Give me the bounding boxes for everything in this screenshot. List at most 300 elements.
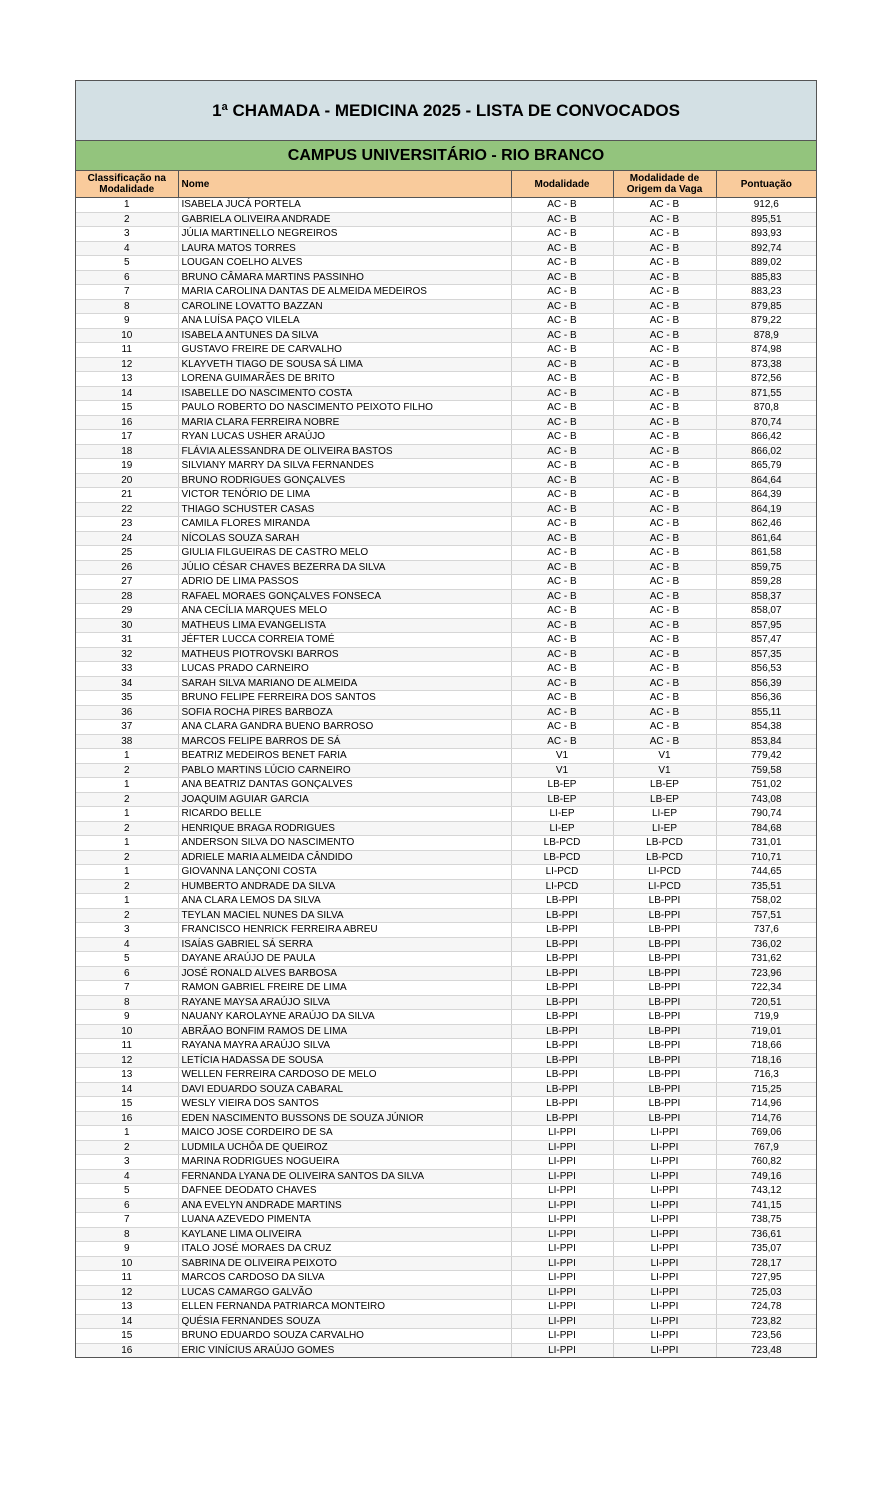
cell-pontuacao: 790,74 (716, 807, 816, 822)
col-header-nome: Nome (178, 171, 511, 198)
cell-pontuacao: 722,34 (716, 981, 816, 996)
table-row (76, 575, 816, 590)
cell-origem: LI-PPI (613, 1314, 716, 1329)
cell-origem: LI-PPI (613, 1184, 716, 1199)
table-row (76, 198, 816, 213)
cell-nome: NÍCOLAS SOUZA SARAH (178, 531, 511, 546)
table-row (76, 865, 816, 880)
cell-pontuacao: 858,07 (716, 604, 816, 619)
cell-classificacao: 8 (76, 995, 178, 1010)
cell-classificacao: 6 (76, 270, 178, 285)
cell-origem: AC - B (613, 386, 716, 401)
table-row (76, 923, 816, 938)
cell-nome: VICTOR TENÓRIO DE LIMA (178, 488, 511, 503)
cell-pontuacao: 912,6 (716, 198, 816, 213)
cell-pontuacao: 874,98 (716, 343, 816, 358)
cell-origem: LB-PPI (613, 966, 716, 981)
cell-classificacao: 4 (76, 937, 178, 952)
cell-pontuacao: 735,07 (716, 1242, 816, 1257)
cell-origem: AC - B (613, 517, 716, 532)
cell-pontuacao: 716,3 (716, 1068, 816, 1083)
cell-classificacao: 7 (76, 285, 178, 300)
cell-pontuacao: 857,35 (716, 647, 816, 662)
cell-modalidade: LI-PPI (511, 1198, 613, 1213)
cell-nome: THIAGO SCHUSTER CASAS (178, 502, 511, 517)
cell-classificacao: 1 (76, 778, 178, 793)
cell-pontuacao: 885,83 (716, 270, 816, 285)
cell-origem: LI-EP (613, 821, 716, 836)
cell-origem: AC - B (613, 459, 716, 474)
cell-pontuacao: 862,46 (716, 517, 816, 532)
cell-modalidade: AC - B (511, 314, 613, 329)
cell-classificacao: 6 (76, 966, 178, 981)
campus-title: CAMPUS UNIVERSITÁRIO - RIO BRANCO (76, 141, 816, 171)
page-title: 1ª CHAMADA - MEDICINA 2025 - LISTA DE CONVOCADOS (76, 81, 816, 141)
cell-origem: LI-PPI (613, 1155, 716, 1170)
cell-origem: AC - B (613, 734, 716, 749)
cell-origem: LI-PPI (613, 1227, 716, 1242)
table-row (76, 676, 816, 691)
cell-classificacao: 12 (76, 1285, 178, 1300)
cell-nome: JÚLIO CÉSAR CHAVES BEZERRA DA SILVA (178, 560, 511, 575)
cell-classificacao: 5 (76, 1184, 178, 1199)
cell-classificacao: 13 (76, 372, 178, 387)
table-row (76, 270, 816, 285)
table-row (76, 212, 816, 227)
table-row (76, 459, 816, 474)
table-row (76, 1213, 816, 1228)
cell-nome: HUMBERTO ANDRADE DA SILVA (178, 879, 511, 894)
cell-pontuacao: 735,51 (716, 879, 816, 894)
table-row (76, 314, 816, 329)
cell-classificacao: 1 (76, 749, 178, 764)
cell-origem: AC - B (613, 328, 716, 343)
cell-modalidade: AC - B (511, 430, 613, 445)
cell-pontuacao: 743,08 (716, 792, 816, 807)
cell-nome: BEATRIZ MEDEIROS BENET FARIA (178, 749, 511, 764)
cell-modalidade: AC - B (511, 241, 613, 256)
cell-modalidade: LB-PPI (511, 1097, 613, 1112)
cell-pontuacao: 757,51 (716, 908, 816, 923)
cell-modalidade: LI-PPI (511, 1126, 613, 1141)
cell-origem: LB-EP (613, 792, 716, 807)
cell-classificacao: 9 (76, 314, 178, 329)
table-row (76, 1285, 816, 1300)
table-row (76, 807, 816, 822)
cell-origem: AC - B (613, 502, 716, 517)
cell-nome: MATHEUS LIMA EVANGELISTA (178, 618, 511, 633)
cell-modalidade: V1 (511, 749, 613, 764)
cell-classificacao: 8 (76, 299, 178, 314)
cell-nome: ISAÍAS GABRIEL SÁ SERRA (178, 937, 511, 952)
cell-pontuacao: 873,38 (716, 357, 816, 372)
cell-modalidade: LB-PPI (511, 894, 613, 909)
cell-origem: LI-PPI (613, 1169, 716, 1184)
cell-modalidade: AC - B (511, 560, 613, 575)
cell-origem: LB-PPI (613, 1111, 716, 1126)
table-row (76, 256, 816, 271)
cell-origem: LB-PPI (613, 1053, 716, 1068)
cell-nome: LUDMILA UCHÔA DE QUEIROZ (178, 1140, 511, 1155)
table-row (76, 937, 816, 952)
table-row (76, 1300, 816, 1315)
cell-classificacao: 5 (76, 952, 178, 967)
cell-pontuacao: 853,84 (716, 734, 816, 749)
cell-classificacao: 14 (76, 1082, 178, 1097)
cell-pontuacao: 879,85 (716, 299, 816, 314)
cell-nome: SILVIANY MARRY DA SILVA FERNANDES (178, 459, 511, 474)
cell-origem: LI-PCD (613, 879, 716, 894)
table-row (76, 531, 816, 546)
cell-modalidade: AC - B (511, 386, 613, 401)
table-row (76, 1343, 816, 1358)
cell-classificacao: 13 (76, 1300, 178, 1315)
cell-origem: AC - B (613, 285, 716, 300)
cell-modalidade: LB-PPI (511, 1111, 613, 1126)
cell-classificacao: 2 (76, 850, 178, 865)
cell-nome: BRUNO FELIPE FERREIRA DOS SANTOS (178, 691, 511, 706)
cell-pontuacao: 864,39 (716, 488, 816, 503)
cell-origem: AC - B (613, 633, 716, 648)
cell-origem: LB-PPI (613, 1068, 716, 1083)
cell-nome: ELLEN FERNANDA PATRIARCA MONTEIRO (178, 1300, 511, 1315)
cell-modalidade: AC - B (511, 502, 613, 517)
cell-classificacao: 17 (76, 430, 178, 445)
table-row (76, 647, 816, 662)
cell-pontuacao: 854,38 (716, 720, 816, 735)
cell-pontuacao: 865,79 (716, 459, 816, 474)
cell-pontuacao: 859,75 (716, 560, 816, 575)
cell-classificacao: 36 (76, 705, 178, 720)
cell-pontuacao: 749,16 (716, 1169, 816, 1184)
cell-pontuacao: 738,75 (716, 1213, 816, 1228)
cell-classificacao: 11 (76, 1039, 178, 1054)
cell-modalidade: LB-PPI (511, 981, 613, 996)
cell-pontuacao: 866,42 (716, 430, 816, 445)
cell-nome: MARIA CLARA FERREIRA NOBRE (178, 415, 511, 430)
cell-modalidade: LI-PPI (511, 1213, 613, 1228)
cell-pontuacao: 878,9 (716, 328, 816, 343)
cell-modalidade: AC - B (511, 343, 613, 358)
cell-nome: ANA CLARA GANDRA BUENO BARROSO (178, 720, 511, 735)
cell-classificacao: 1 (76, 807, 178, 822)
table-row (76, 1314, 816, 1329)
cell-classificacao: 8 (76, 1227, 178, 1242)
cell-nome: GUSTAVO FREIRE DE CARVALHO (178, 343, 511, 358)
cell-modalidade: LI-PPI (511, 1256, 613, 1271)
cell-modalidade: LI-PPI (511, 1314, 613, 1329)
table-row (76, 720, 816, 735)
cell-classificacao: 19 (76, 459, 178, 474)
cell-nome: ABRÃAO BONFIM RAMOS DE LIMA (178, 1024, 511, 1039)
cell-modalidade: AC - B (511, 633, 613, 648)
cell-origem: AC - B (613, 604, 716, 619)
cell-origem: AC - B (613, 198, 716, 213)
cell-nome: RICARDO BELLE (178, 807, 511, 822)
cell-classificacao: 1 (76, 836, 178, 851)
cell-pontuacao: 759,58 (716, 763, 816, 778)
table-row (76, 241, 816, 256)
cell-classificacao: 1 (76, 198, 178, 213)
table-row (76, 1082, 816, 1097)
cell-nome: TEYLAN MACIEL NUNES DA SILVA (178, 908, 511, 923)
cell-modalidade: AC - B (511, 401, 613, 416)
cell-modalidade: AC - B (511, 604, 613, 619)
cell-classificacao: 38 (76, 734, 178, 749)
cell-nome: GIULIA FILGUEIRAS DE CASTRO MELO (178, 546, 511, 561)
cell-origem: AC - B (613, 720, 716, 735)
cell-modalidade: LI-PPI (511, 1184, 613, 1199)
cell-classificacao: 14 (76, 1314, 178, 1329)
table-row (76, 430, 816, 445)
table-row (76, 1329, 816, 1344)
cell-origem: LB-PPI (613, 1024, 716, 1039)
table-row (76, 299, 816, 314)
cell-classificacao: 20 (76, 473, 178, 488)
cell-origem: LB-PPI (613, 908, 716, 923)
cell-classificacao: 28 (76, 589, 178, 604)
table-row (76, 966, 816, 981)
cell-nome: ANDERSON SILVA DO NASCIMENTO (178, 836, 511, 851)
cell-origem: LI-PPI (613, 1140, 716, 1155)
table-row (76, 357, 816, 372)
table-row (76, 415, 816, 430)
col-header-classificacao: Classificação na Modalidade (76, 171, 178, 198)
cell-nome: DAYANE ARAÚJO DE PAULA (178, 952, 511, 967)
cell-nome: WESLY VIEIRA DOS SANTOS (178, 1097, 511, 1112)
cell-origem: LB-PPI (613, 923, 716, 938)
cell-modalidade: LI-PCD (511, 879, 613, 894)
cell-origem: LI-PPI (613, 1271, 716, 1286)
table-row (76, 1039, 816, 1054)
cell-origem: LI-PPI (613, 1126, 716, 1141)
cell-pontuacao: 892,74 (716, 241, 816, 256)
cell-nome: LUCAS PRADO CARNEIRO (178, 662, 511, 677)
table-row (76, 1140, 816, 1155)
cell-pontuacao: 893,93 (716, 227, 816, 242)
table-row (76, 1111, 816, 1126)
col-header-pontuacao: Pontuação (716, 171, 816, 198)
cell-nome: MARCOS FELIPE BARROS DE SÁ (178, 734, 511, 749)
cell-classificacao: 16 (76, 415, 178, 430)
cell-classificacao: 1 (76, 894, 178, 909)
cell-modalidade: LB-PPI (511, 952, 613, 967)
cell-nome: WELLEN FERREIRA CARDOSO DE MELO (178, 1068, 511, 1083)
table-row (76, 705, 816, 720)
cell-nome: BRUNO RODRIGUES GONÇALVES (178, 473, 511, 488)
cell-pontuacao: 870,8 (716, 401, 816, 416)
cell-pontuacao: 855,11 (716, 705, 816, 720)
cell-modalidade: LB-PPI (511, 1082, 613, 1097)
cell-origem: AC - B (613, 647, 716, 662)
cell-pontuacao: 858,37 (716, 589, 816, 604)
cell-classificacao: 15 (76, 1097, 178, 1112)
cell-classificacao: 32 (76, 647, 178, 662)
cell-classificacao: 1 (76, 1126, 178, 1141)
table-row (76, 372, 816, 387)
cell-modalidade: AC - B (511, 618, 613, 633)
cell-modalidade: AC - B (511, 270, 613, 285)
cell-pontuacao: 741,15 (716, 1198, 816, 1213)
table-row (76, 995, 816, 1010)
cell-pontuacao: 864,19 (716, 502, 816, 517)
cell-modalidade: LB-PCD (511, 850, 613, 865)
cell-pontuacao: 731,01 (716, 836, 816, 851)
cell-pontuacao: 736,02 (716, 937, 816, 952)
cell-nome: ANA CECÍLIA MARQUES MELO (178, 604, 511, 619)
cell-classificacao: 10 (76, 328, 178, 343)
table-row (76, 1227, 816, 1242)
table-row (76, 734, 816, 749)
col-header-modalidade: Modalidade (511, 171, 613, 198)
cell-nome: JÉFTER LUCCA CORREIA TOMÉ (178, 633, 511, 648)
cell-origem: AC - B (613, 531, 716, 546)
table-row (76, 473, 816, 488)
cell-modalidade: LI-PPI (511, 1285, 613, 1300)
table-row (76, 662, 816, 677)
cell-modalidade: LB-PPI (511, 937, 613, 952)
table-row (76, 1169, 816, 1184)
cell-classificacao: 37 (76, 720, 178, 735)
cell-nome: RYAN LUCAS USHER ARAÚJO (178, 430, 511, 445)
cell-classificacao: 4 (76, 1169, 178, 1184)
cell-origem: AC - B (613, 227, 716, 242)
cell-classificacao: 2 (76, 879, 178, 894)
cell-pontuacao: 861,58 (716, 546, 816, 561)
table-row (76, 1024, 816, 1039)
cell-pontuacao: 715,25 (716, 1082, 816, 1097)
table-row (76, 850, 816, 865)
cell-origem: LB-EP (613, 778, 716, 793)
cell-pontuacao: 871,55 (716, 386, 816, 401)
cell-classificacao: 10 (76, 1024, 178, 1039)
cell-origem: V1 (613, 763, 716, 778)
cell-nome: ADRIELE MARIA ALMEIDA CÂNDIDO (178, 850, 511, 865)
cell-nome: FERNANDA LYANA DE OLIVEIRA SANTOS DA SILVA (178, 1169, 511, 1184)
cell-nome: ANA CLARA LEMOS DA SILVA (178, 894, 511, 909)
cell-pontuacao: 723,82 (716, 1314, 816, 1329)
cell-origem: LB-PPI (613, 981, 716, 996)
table-row (76, 1068, 816, 1083)
cell-pontuacao: 870,74 (716, 415, 816, 430)
cell-modalidade: AC - B (511, 415, 613, 430)
cell-nome: LORENA GUIMARÃES DE BRITO (178, 372, 511, 387)
cell-classificacao: 33 (76, 662, 178, 677)
cell-pontuacao: 769,06 (716, 1126, 816, 1141)
cell-classificacao: 2 (76, 212, 178, 227)
cell-classificacao: 10 (76, 1256, 178, 1271)
cell-classificacao: 3 (76, 923, 178, 938)
table-row (76, 792, 816, 807)
cell-pontuacao: 743,12 (716, 1184, 816, 1199)
cell-modalidade: LI-PPI (511, 1227, 613, 1242)
cell-modalidade: LI-PPI (511, 1242, 613, 1257)
cell-pontuacao: 718,66 (716, 1039, 816, 1054)
cell-nome: LOUGAN COELHO ALVES (178, 256, 511, 271)
cell-modalidade: AC - B (511, 720, 613, 735)
cell-nome: NAUANY KAROLAYNE ARAÚJO DA SILVA (178, 1010, 511, 1025)
cell-origem: AC - B (613, 299, 716, 314)
cell-origem: AC - B (613, 618, 716, 633)
cell-nome: EDEN NASCIMENTO BUSSONS DE SOUZA JÚNIOR (178, 1111, 511, 1126)
cell-classificacao: 9 (76, 1242, 178, 1257)
cell-modalidade: AC - B (511, 662, 613, 677)
cell-nome: DAFNEE DEODATO CHAVES (178, 1184, 511, 1199)
cell-origem: LB-PPI (613, 894, 716, 909)
cell-modalidade: LI-PPI (511, 1271, 613, 1286)
cell-classificacao: 2 (76, 792, 178, 807)
table-row (76, 1010, 816, 1025)
cell-modalidade: AC - B (511, 705, 613, 720)
cell-origem: AC - B (613, 560, 716, 575)
cell-nome: LETÍCIA HADASSA DE SOUSA (178, 1053, 511, 1068)
cell-pontuacao: 879,22 (716, 314, 816, 329)
cell-pontuacao: 895,51 (716, 212, 816, 227)
cell-nome: MARIA CAROLINA DANTAS DE ALMEIDA MEDEIROS (178, 285, 511, 300)
cell-origem: LI-PPI (613, 1198, 716, 1213)
cell-nome: GIOVANNA LANÇONI COSTA (178, 865, 511, 880)
cell-modalidade: AC - B (511, 575, 613, 590)
cell-origem: AC - B (613, 314, 716, 329)
table-row (76, 1126, 816, 1141)
cell-nome: JÚLIA MARTINELLO NEGREIROS (178, 227, 511, 242)
cell-classificacao: 7 (76, 981, 178, 996)
cell-origem: AC - B (613, 372, 716, 387)
cell-classificacao: 1 (76, 865, 178, 880)
cell-modalidade: AC - B (511, 459, 613, 474)
cell-origem: AC - B (613, 343, 716, 358)
cell-nome: LUANA AZEVEDO PIMENTA (178, 1213, 511, 1228)
table-row (76, 618, 816, 633)
cell-modalidade: LI-EP (511, 821, 613, 836)
cell-modalidade: V1 (511, 763, 613, 778)
cell-pontuacao: 784,68 (716, 821, 816, 836)
cell-origem: LB-PPI (613, 1097, 716, 1112)
cell-nome: MAICO JOSE CORDEIRO DE SA (178, 1126, 511, 1141)
cell-pontuacao: 856,39 (716, 676, 816, 691)
table-body (76, 198, 816, 1358)
cell-classificacao: 2 (76, 763, 178, 778)
cell-nome: ANA BEATRIZ DANTAS GONÇALVES (178, 778, 511, 793)
cell-pontuacao: 723,48 (716, 1343, 816, 1358)
table-row (76, 227, 816, 242)
cell-nome: BRUNO CÂMARA MARTINS PASSINHO (178, 270, 511, 285)
cell-classificacao: 23 (76, 517, 178, 532)
cell-origem: AC - B (613, 430, 716, 445)
cell-origem: AC - B (613, 488, 716, 503)
cell-modalidade: AC - B (511, 676, 613, 691)
table-row (76, 763, 816, 778)
cell-origem: AC - B (613, 662, 716, 677)
cell-pontuacao: 727,95 (716, 1271, 816, 1286)
cell-origem: AC - B (613, 691, 716, 706)
cell-origem: V1 (613, 749, 716, 764)
cell-classificacao: 4 (76, 241, 178, 256)
cell-pontuacao: 856,53 (716, 662, 816, 677)
cell-origem: AC - B (613, 546, 716, 561)
cell-classificacao: 22 (76, 502, 178, 517)
cell-nome: JOSÉ RONALD ALVES BARBOSA (178, 966, 511, 981)
cell-classificacao: 12 (76, 357, 178, 372)
table-row (76, 589, 816, 604)
cell-classificacao: 2 (76, 821, 178, 836)
cell-origem: LI-EP (613, 807, 716, 822)
table-row (76, 386, 816, 401)
table-row (76, 1271, 816, 1286)
cell-modalidade: AC - B (511, 488, 613, 503)
cell-nome: KAYLANE LIMA OLIVEIRA (178, 1227, 511, 1242)
convocados-sheet (75, 80, 817, 1358)
